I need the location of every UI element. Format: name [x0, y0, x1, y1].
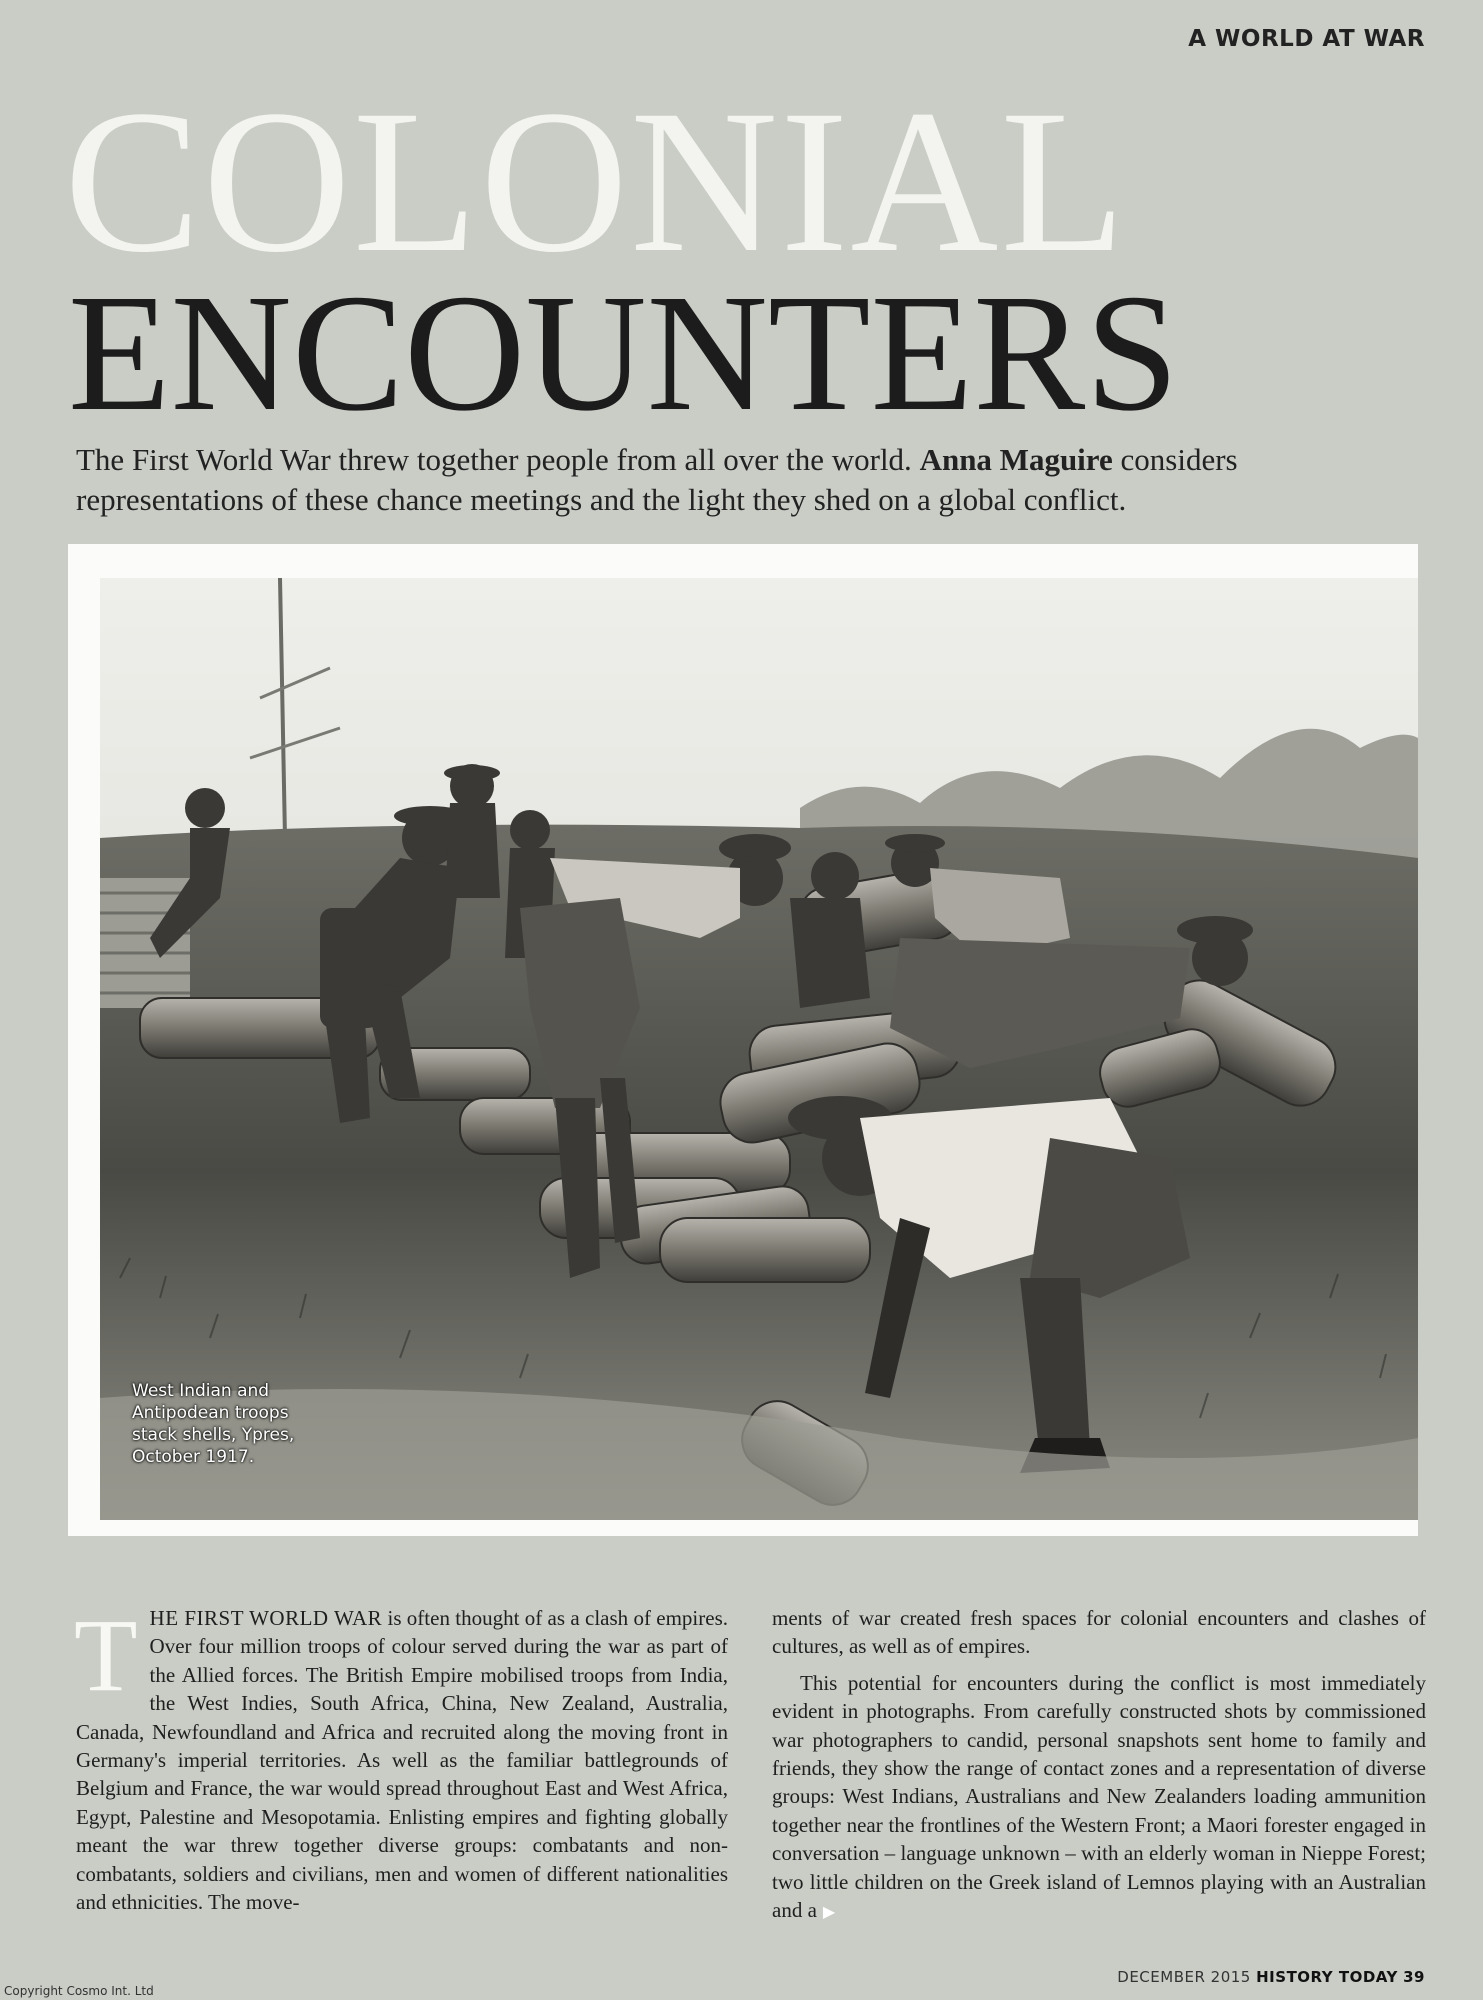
paragraph-2-text: This potential for encounters during the conflict is most immediately evident in photographs. From carefully constructed shots by commissioned war photographers to candid, personal snapshots sent home to family and friends, they show the range of contact zones and a representation of diverse groups: West Indians, Australians and New Zealanders loading ammunition together near the frontlines of the Western Front; a Maori forester engaged in conversation – language unknown – with an elderly woman in Nieppe Forest; two little children on the Greek island of Lemnos playing with an Australian and a	[772, 1670, 1426, 1923]
author-name: Anna Maguire	[919, 442, 1113, 477]
copyright-notice: Copyright Cosmo Int. Ltd	[4, 1984, 154, 1998]
lead-in-caps: HE FIRST WORLD WAR	[149, 1606, 383, 1630]
article-column-right	[772, 1604, 1426, 1927]
continue-arrow-icon: ▶	[822, 1904, 836, 1922]
photo-illustration	[100, 578, 1418, 1520]
article-paragraph-2	[772, 1669, 1426, 1928]
page-footer	[1117, 1968, 1425, 1986]
page-number: 39	[1403, 1968, 1425, 1986]
photo-caption: West Indian and Antipodean troops stack shells, Ypres, October 1917.	[132, 1381, 295, 1467]
headline-line-2: ENCOUNTERS	[68, 260, 1179, 446]
standfirst-lead: The First World War threw together people from all over the world.	[76, 442, 920, 477]
headline-line-1: COLONIAL	[64, 68, 1128, 295]
section-label: A WORLD AT WAR	[1188, 26, 1425, 52]
article-paragraph-1	[74, 1598, 728, 1916]
archival-photo	[100, 578, 1418, 1520]
paragraph-1-continued: ments of war created fresh spaces for colonial encounters and clashes of cultures, as well as of empires.	[772, 1606, 1426, 1659]
paragraph-1-text: is often thought of as a clash of empires. Over four million troops of colour served during the war as part of the Allied forces. The British Empire mobilised troops from India, the West Indies, South Africa, China, New Zealand, Australia, Canada, Newfoundland and Africa and recruited along the moving front in Germany's imperial territories. As well as the familiar battlegrounds of Belgium and France, the war would spread throughout East and West Africa, Egypt, Palestine and Mesopotamia. Enlisting empires and fighting globally meant the war threw together diverse groups: combatants and non-combatants, soldiers and civilians, men and women of different nationalities and ethnicities. The move-	[76, 1606, 728, 1915]
standfirst	[76, 440, 1406, 520]
magazine-name: HISTORY TODAY	[1256, 1968, 1398, 1986]
issue-date: DECEMBER 2015	[1117, 1968, 1251, 1986]
drop-cap: T	[74, 1598, 138, 1713]
standfirst-tail: considers representations of these chance meetings and the light they shed on a global conflict.	[76, 442, 1238, 517]
article-column-left	[74, 1598, 728, 1916]
